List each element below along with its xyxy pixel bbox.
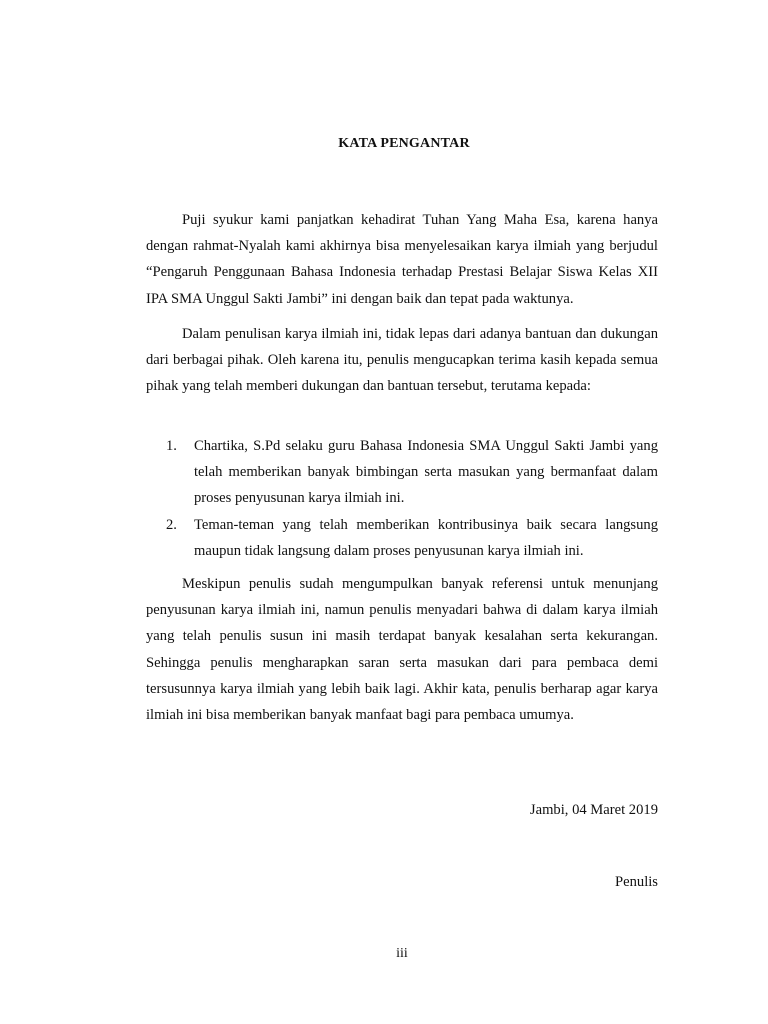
page-title: KATA PENGANTAR <box>338 136 470 151</box>
paragraph-closing <box>146 571 658 728</box>
author-signature: Penulis <box>615 874 658 890</box>
list-item-number: 1. <box>166 438 177 454</box>
list-item <box>146 433 658 512</box>
list-item-text: Teman-teman yang telah memberikan kontribusinya baik secara langsung maupun tidak langsung dalam proses penyusunan karya ilmiah ini. <box>194 516 658 559</box>
list-item-text: Chartika, S.Pd selaku guru Bahasa Indonesia SMA Unggul Sakti Jambi yang telah memberikan banyak bimbingan serta masukan yang bermanfaat dalam proses penyusunan karya ilmiah ini. <box>194 438 658 507</box>
paragraph-text: Puji syukur kami panjatkan kehadirat Tuhan Yang Maha Esa, karena hanya dengan rahmat-Nyalah kami akhirnya bisa menyelesaikan karya ilmiah yang berjudul “Pengaruh Penggunaan Bahasa Indonesia terhadap Prestasi Belajar Siswa Kelas XII IPA SMA Unggul Sakti Jambi” ini dengan baik dan tepat pada waktunya. <box>146 212 658 307</box>
place-date: Jambi, 04 Maret 2019 <box>529 802 658 818</box>
paragraph-text: Dalam penulisan karya ilmiah ini, tidak lepas dari adanya bantuan dan dukungan dari berbagai pihak. Oleh karena itu, penulis mengucapkan terima kasih kepada semua pihak yang telah memberi dukungan dan bantuan tersebut, terutama kepada: <box>146 326 658 395</box>
paragraph-acknowledgement <box>146 321 658 400</box>
list-item <box>146 512 658 564</box>
page-number: iii <box>396 946 408 961</box>
paragraph-opening <box>146 207 658 312</box>
list-item-number: 2. <box>166 516 177 533</box>
paragraph-text: Meskipun penulis sudah mengumpulkan banyak referensi untuk menunjang penyusunan karya ilmiah ini, namun penulis menyadari bahwa di dalam karya ilmiah yang telah penulis susun ini masih terdapat banyak kesalahan serta kekurangan. Sehingga penulis mengharapkan saran serta masukan dari para pembaca demi tersusunnya karya ilmiah yang lebih baik lagi. Akhir kata, penulis berharap agar karya ilmiah ini bisa memberikan banyak manfaat bagi para pembaca umumya. <box>146 576 658 724</box>
acknowledgement-list <box>146 433 658 564</box>
